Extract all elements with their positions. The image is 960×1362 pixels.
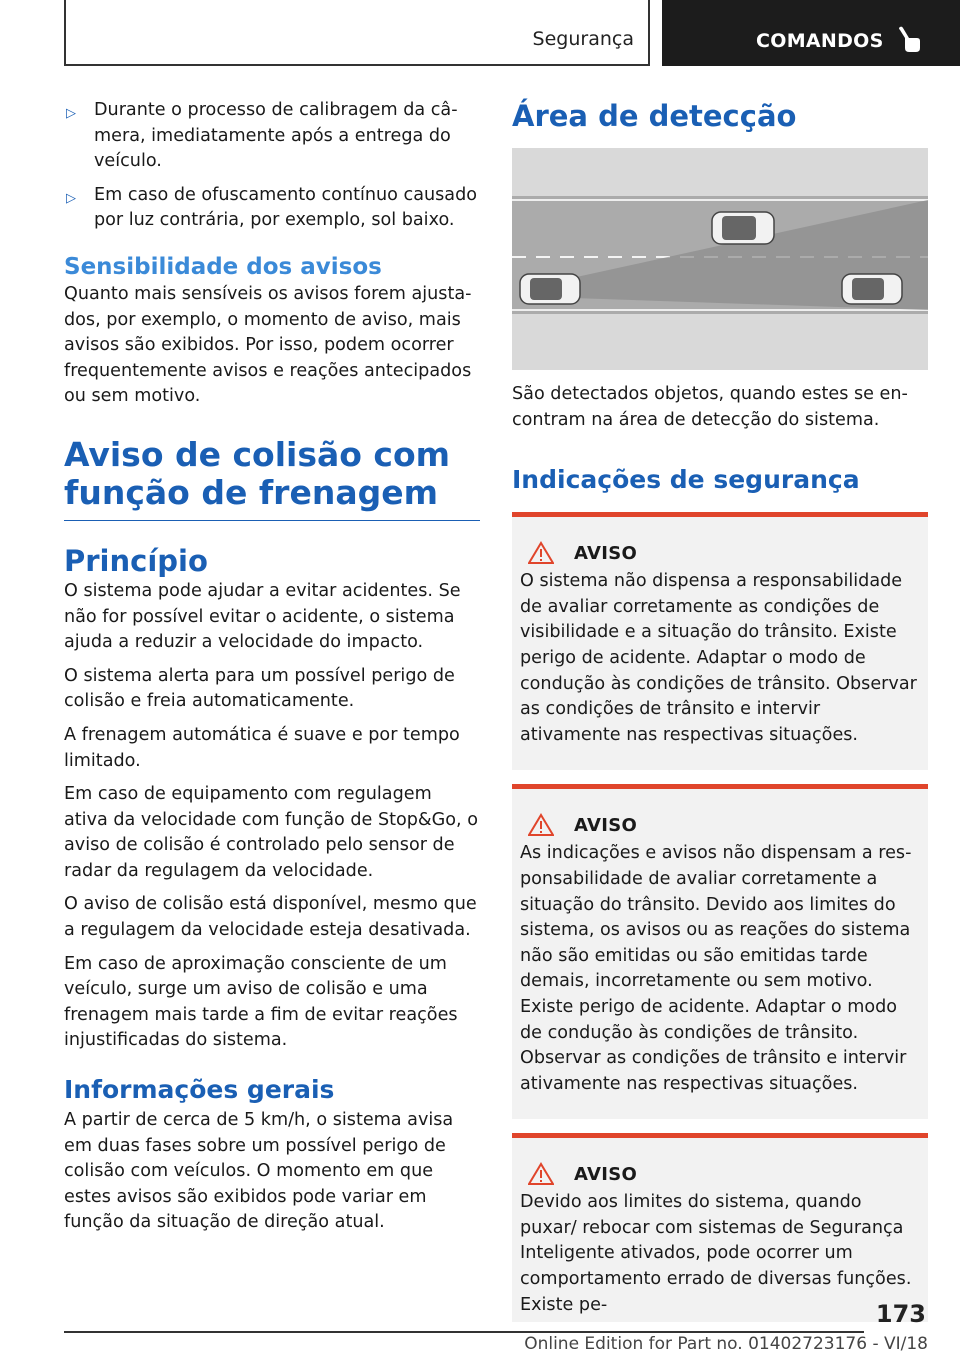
main-section-title: Aviso de colisão com função de frenagem (64, 436, 480, 521)
warning-title: AVISO (574, 814, 638, 836)
header-tab[interactable] (662, 0, 960, 66)
car-icon (842, 274, 902, 304)
warning-box (512, 512, 928, 770)
principle-para: O aviso de colisão está disponível, mesmo que a regulagem da velocidade esteja desativada. (64, 894, 477, 941)
triangle-bullet-icon: ▷ (66, 106, 76, 121)
figure-caption: São detectados objetos, quando estes se encontram na área de detecção do sistema. (512, 384, 908, 430)
footer-edition: Online Edition for Part no. 01402723176 - VI/18 (524, 1334, 928, 1354)
left-column (64, 98, 480, 1236)
general-text: A partir de cerca de 5 km/h, o sistema avisa em duas fases sobre um possível perigo de colisão com veículos. O momento em que estes avisos são exibidos pode variar em função da situação de direção atual. (64, 1110, 454, 1233)
detection-area-heading: Área de detecção (512, 99, 797, 133)
general-heading: Informações gerais (64, 1075, 335, 1105)
warning-box (512, 1133, 928, 1322)
warning-triangle-icon (528, 541, 554, 565)
sensitivity-heading: Sensibilidade dos avisos (64, 253, 382, 280)
warning-text: As indicações e avisos não dispensam a responsabilidade de avaliar corretamente a situação do trânsito. Devido aos limites do sistema, os avisos ou as reações do sistema não são emitidas ou são emitidas tarde demais, incorretamente ou sem motivo. Existe perigo de acidente. Adaptar o modo de condução às condições de trânsito. Observar as condições de trânsito e intervir ativamente nas respectivas situações. (520, 843, 912, 1094)
right-column (512, 98, 928, 1322)
safety-heading: Indicações de segurança (512, 465, 860, 495)
principle-heading: Princípio (64, 543, 208, 578)
warning-title: AVISO (574, 1163, 638, 1185)
header-tab-label: COMANDOS (756, 30, 884, 52)
warning-title: AVISO (574, 542, 638, 564)
warning-box (512, 784, 928, 1119)
footer-rule (64, 1331, 864, 1333)
principle-para: O sistema pode ajudar a evitar acidentes. Se não for possível evitar o acidente, o sistema ajuda a reduzir a velocidade do impacto. (64, 580, 461, 653)
header-rule-left (64, 0, 66, 66)
header-rule (64, 64, 650, 66)
car-icon (520, 274, 580, 304)
header-section-label: Segurança (532, 28, 634, 50)
detection-area-figure (512, 148, 928, 370)
page-number: 173 (875, 1300, 926, 1328)
header-rule-right (648, 0, 650, 66)
sensitivity-text: Quanto mais sensíveis os avisos forem ajustados, por exemplo, o momento de aviso, mais avisos são exibidos. Por isso, podem ocorrer frequentemente avisos e reações antecipados ou sem motivo. (64, 283, 472, 407)
car-icon (712, 212, 774, 244)
warning-text: O sistema não dispensa a responsabilidade de avaliar corretamente as condições de visibilidade e a situação do trânsito. Existe perigo de acidente. Adaptar o modo de condução às condições de trânsito. Observar as condições de trânsito e intervir ativamente nas respectivas situações. (520, 571, 917, 745)
warning-triangle-icon (528, 813, 554, 837)
triangle-bullet-icon: ▷ (66, 190, 76, 206)
warning-triangle-icon (528, 1162, 554, 1186)
principle-para: Em caso de equipamento com regulagem ativa da velocidade com função de Stop&Go, o aviso de colisão é controlado pelo sensor de radar da regulagem da velocidade. (64, 784, 479, 881)
principle-para: A frenagem automática é suave e por tempo limitado. (64, 724, 460, 771)
pointing-hand-icon (894, 24, 924, 54)
principle-para: O sistema alerta para um possível perigo de colisão e freia automaticamente. (64, 665, 455, 712)
list-item: ▷ Em caso de ofuscamento contínuo causado por luz contrária, por exemplo, sol baixo. (66, 184, 478, 231)
warning-text: Devido aos limites do sistema, quando puxar/ rebocar com sistemas de Segurança Inteligente ativados, pode ocorrer um comportamento errado de diversas funções. Existe pe- (520, 1192, 912, 1315)
list-item: ▷ Durante o processo de calibragem da câmera, imediatamente após a entrega do veículo. (66, 100, 458, 172)
principle-para: Em caso de aproximação consciente de um veículo, surge um aviso de colisão e uma frenagem mais tarde a fim de evitar reações injustificadas do sistema. (64, 953, 458, 1051)
condition-list (64, 98, 480, 234)
detection-area-illustration (512, 148, 928, 370)
